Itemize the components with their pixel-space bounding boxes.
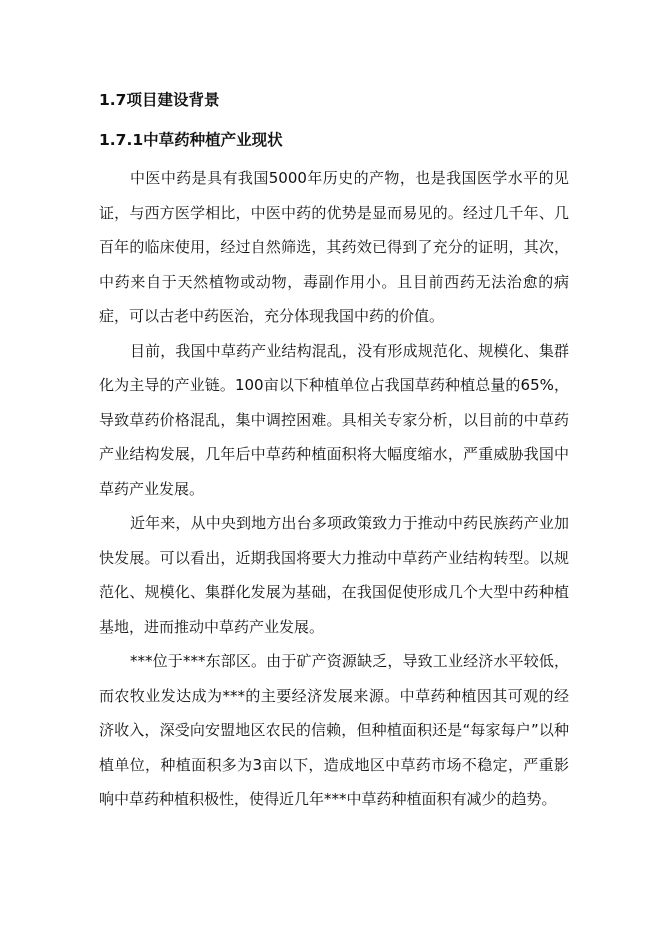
paragraph-local-situation: ***位于***东部区。由于矿产资源缺乏，导致工业经济水平较低，而农牧业发达成为***的主要经济发展来源。中草药种植因其可观的经济收入，深受向安盟地区农民的信赖，但种植面积还是“每家每户”以种植单位，种植面积多为3亩以下，造成地区中草药市场不稳定，严重影响中草药种植积极性，使得近几年***中草药种植面积有减少的趋势。 (99, 652, 569, 808)
document-body (99, 82, 569, 817)
subsection-heading: 1.7.1中草药种植产业现状 (99, 131, 283, 149)
paragraph-industry-structure: 目前，我国中草药产业结构混乱，没有形成规范化、规模化、集群化为主导的产业链。100亩以下种植单位占我国草药种植总量的65%，导致草药价格混乱，集中调控困难。具相关专家分析，以目前的中草药产业结构发展，几年后中草药种植面积将大幅度缩水，严重威胁我国中草药产业发展。 (99, 341, 569, 498)
paragraph-history: 中医中药是具有我国5000年历史的产物，也是我国医学水平的见证，与西方医学相比，中医中药的优势是显而易见的。经过几千年、几百年的临床使用，经过自然筛选，其药效已得到了充分的证明，其次，中药来自于天然植物或动物，毒副作用小。且目前西药无法治愈的病症，可以古老中药医治，充分体现我国中药的价值。 (99, 169, 569, 325)
section-heading: 1.7项目建设背景 (99, 91, 220, 109)
paragraph-policy: 近年来，从中央到地方出台多项政策致力于推动中药民族药产业加快发展。可以看出，近期我国将要大力推动中草药产业结构转型。以规范化、规模化、集群化发展为基础，在我国促使形成几个大型中药种植基地，进而推动中草药产业发展。 (99, 514, 569, 636)
